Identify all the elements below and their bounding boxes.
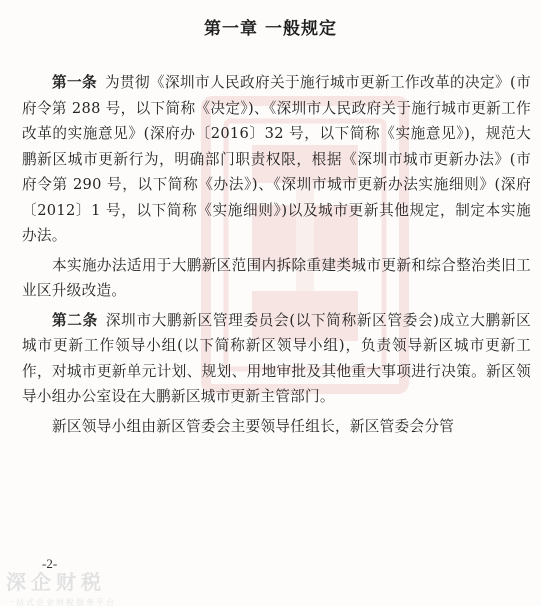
watermark-title: 深企财税 [6,570,106,594]
article-1-scope-text: 本实施办法适用于大鹏新区范围内拆除重建类城市更新和综合整治类旧工业区升级改造。 [22,256,531,299]
article-1-label: 第一条 [52,74,97,91]
article-2-paragraph [0,308,541,410]
article-2-text: 深圳市大鹏新区管理委员会(以下简称新区管委会)成立大鹏新区城市更新工作领导小组(以下简称新区领导小组)，负责领导新区城市更新工作，对城市更新单元计划、规划、用地审批及其他重大事项进行决策。新区领导小组办公室设在大鹏新区城市更新主管部门。 [22,311,532,405]
article-1-scope-paragraph [0,253,541,304]
article-1-paragraph [0,70,541,249]
document-body [0,70,541,439]
article-2-continuation-text: 新区领导小组由新区管委会主要领导任组长，新区管委会分管 [52,417,455,435]
watermark-subtitle: 一站式企业财税服务平台 [6,598,116,607]
article-1-text: 为贯彻《深圳市人民政府关于施行城市更新工作改革的决定》(市府令第 288 号，以下简称《决定》)、《深圳市人民政府关于施行城市更新工作改革的实施意见》(深府办〔2016〕32 号，以下简称《实施意见》)，规范大鹏新区城市更新行为，明确部门职责权限，根据《深圳市城市更新办法》(市府令第 290 号，以下简称《办法》)、《深圳市城市更新办法实施细则》(深府〔2012〕1 号，以下简称《实施细则》)以及城市更新其他规定，制定本实施办法。 [22,74,531,244]
article-2-continuation-paragraph [0,414,541,440]
watermark-logo [6,566,116,608]
page-number: -2- [42,556,58,571]
chapter-title: 第一章 一般规定 [204,19,337,39]
article-2-label: 第二条 [52,311,98,329]
